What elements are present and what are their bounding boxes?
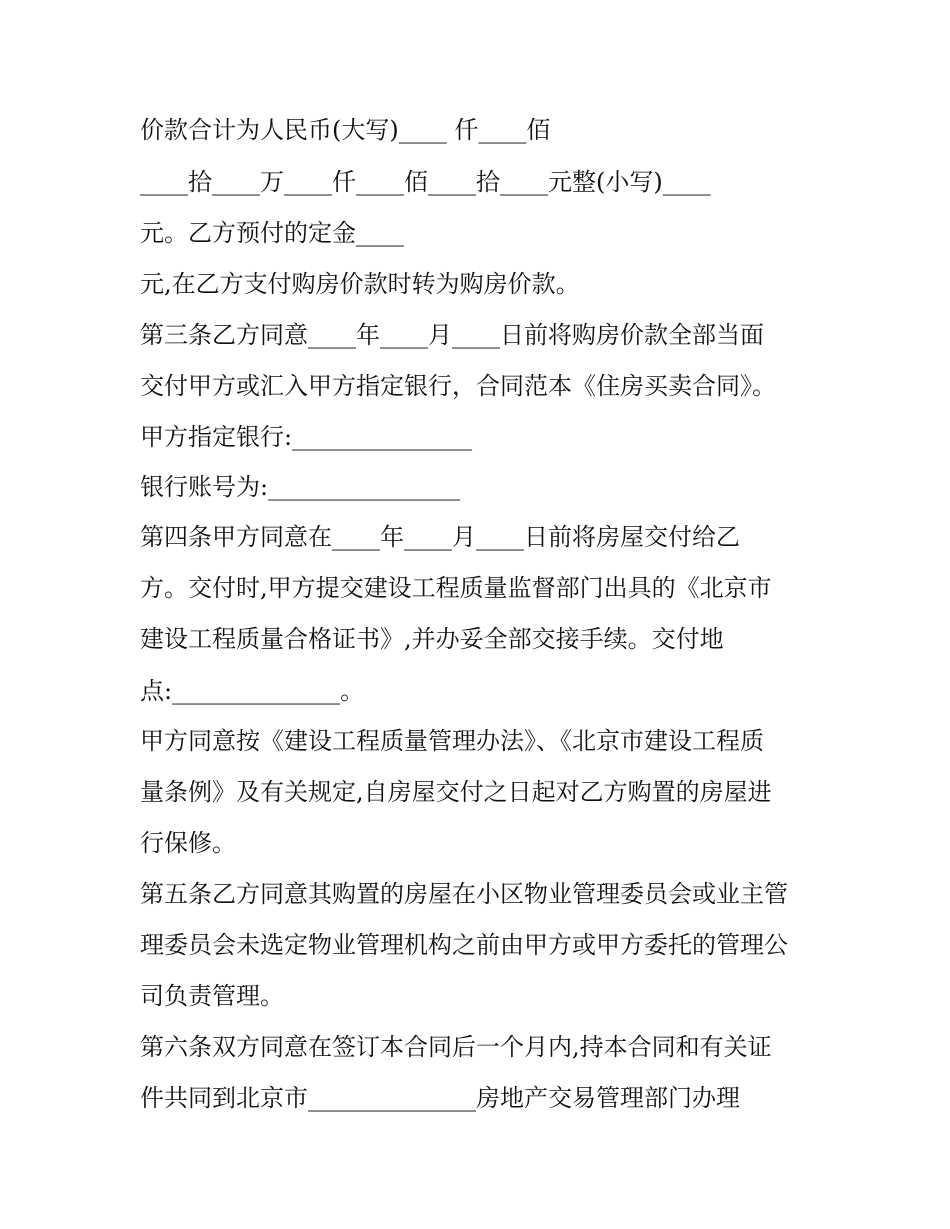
text-line: 点:______________。 [140, 677, 365, 705]
text-line: 第三条乙方同意____年____月____日前将购房价款全部当面 [140, 321, 764, 349]
text-line: 第六条双方同意在签订本合同后一个月内,持本合同和有关证 [140, 1033, 772, 1061]
text-line: 元,在乙方支付购房价款时转为购房价款。 [140, 270, 580, 298]
text-line: 件共同到北京市______________房地产交易管理部门办理 [140, 1084, 740, 1112]
text-line: 建设工程质量合格证书》,并办妥全部交接手续。交付地 [140, 625, 724, 653]
text-line: ____拾____万____仟____佰____拾____元整(小写)____ [140, 168, 711, 196]
text-line: 交付甲方或汇入甲方指定银行，合同范本《住房买卖合同》。 [140, 372, 776, 400]
text-line: 第五条乙方同意其购置的房屋在小区物业管理委员会或业主管 [140, 880, 788, 908]
text-line: 理委员会未选定物业管理机构之前由甲方或甲方委托的管理公 [140, 931, 788, 959]
text-line: 第四条甲方同意在____年____月____日前将房屋交付给乙 [140, 523, 740, 551]
text-line: 元。乙方预付的定金____ [140, 219, 404, 247]
text-line: 司负责管理。 [140, 982, 284, 1010]
text-line: 价款合计为人民币(大写)____ 仟____佰 [140, 116, 551, 144]
text-line: 行保修。 [140, 829, 236, 857]
text-line: 甲方指定银行:_______________ [140, 423, 473, 451]
text-line: 甲方同意按《建设工程质量管理办法》、《北京市建设工程质 [140, 727, 764, 755]
text-line: 量条例》及有关规定,自房屋交付之日起对乙方购置的房屋进 [140, 778, 772, 806]
text-line: 方。交付时,甲方提交建设工程质量监督部门出具的《北京市 [140, 574, 772, 602]
text-line: 银行账号为:________________ [140, 473, 461, 501]
